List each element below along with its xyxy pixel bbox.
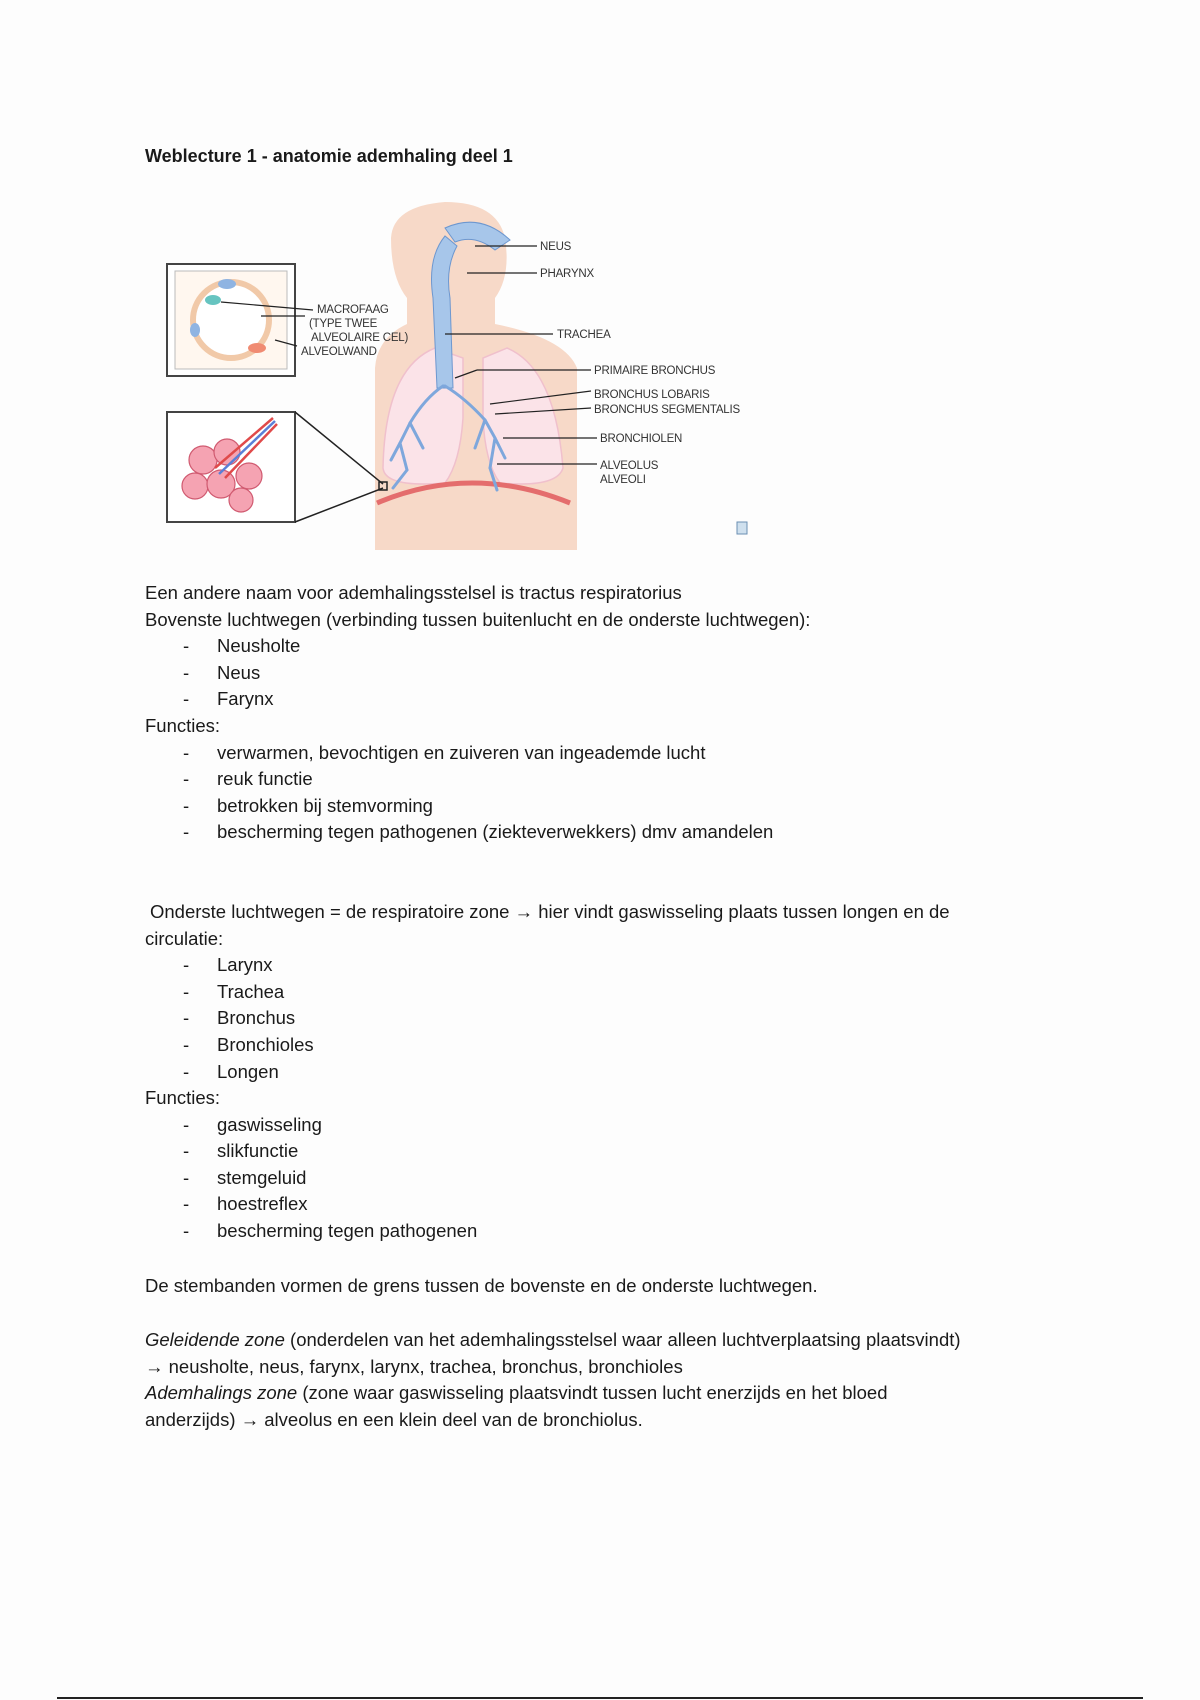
label-pharynx: PHARYNX: [540, 268, 594, 280]
label-bronchiolen: BRONCHIOLEN: [600, 433, 683, 445]
label-type-twee: (TYPE TWEE: [309, 318, 378, 330]
list-item: - reuk functie: [145, 766, 1045, 793]
list-item: - betrokken bij stemvorming: [145, 793, 1045, 820]
upper-functions-list: [145, 740, 1045, 846]
boundary-sentence: De stembanden vormen de grens tussen de bovenste en de onderste luchtwegen.: [145, 1274, 818, 1296]
list-item: - bescherming tegen pathogenen (ziekteverwekkers) dmv amandelen: [145, 819, 1045, 846]
document-body: [145, 580, 1045, 1434]
conducting-zone-list: → neusholte, neus, farynx, larynx, trachea, bronchus, bronchioles: [145, 1355, 683, 1377]
respiratory-zone-definition: [145, 1380, 1045, 1407]
label-alveolaire-cel: ALVEOLAIRE CEL): [311, 332, 409, 344]
page-bottom-rule: [57, 1697, 1143, 1699]
list-item: - Larynx: [145, 952, 1045, 979]
label-macrofaag: MACROFAAG: [317, 304, 389, 316]
image-corner-icon: [737, 522, 747, 534]
conducting-zone-term: Geleidende zone: [145, 1329, 285, 1351]
respiratory-zone-term: Ademhalings zone: [145, 1382, 298, 1404]
list-item: - slikfunctie: [145, 1138, 1045, 1165]
list-item: - Neus: [145, 660, 1045, 687]
respiratory-zone-line2: anderzijds) → alveolus en een klein deel van de bronchiolus.: [145, 1409, 643, 1431]
respiratory-zone-description: (zone waar gaswisseling plaatsvindt tussen lucht enerzijds en het bloed: [297, 1382, 888, 1404]
lower-functions-list: [145, 1112, 1045, 1245]
label-alveoli: ALVEOLI: [600, 474, 646, 486]
label-primaire-bronchus: PRIMAIRE BRONCHUS: [594, 365, 716, 377]
lower-functions-heading: Functies:: [145, 1087, 221, 1109]
respiratory-diagram: [145, 198, 765, 550]
list-item: - Bronchus: [145, 1005, 1045, 1032]
label-neus: NEUS: [540, 241, 572, 253]
label-alveolus: ALVEOLUS: [600, 460, 659, 472]
upper-airways-heading: Bovenste luchtwegen (verbinding tussen buitenlucht en de onderste luchtwegen):: [145, 608, 811, 630]
respiratory-anatomy-figure: [145, 198, 765, 550]
list-item: - Bronchioles: [145, 1032, 1045, 1059]
lower-airways-list: [145, 952, 1045, 1085]
label-bronchus-segmentalis: BRONCHUS SEGMENTALIS: [594, 404, 740, 416]
list-item: - Farynx: [145, 686, 1045, 713]
lower-airways-heading-line1: Onderste luchtwegen = de respiratoire zone → hier vindt gaswisseling plaats tussen longen en de: [150, 900, 950, 922]
upper-airways-list: [145, 633, 1045, 713]
page-title: Weblecture 1 - anatomie ademhaling deel 1: [145, 146, 513, 166]
label-alveolwand: ALVEOLWAND: [301, 346, 377, 358]
conducting-zone-definition: [145, 1327, 1045, 1354]
list-item: - stemgeluid: [145, 1165, 1045, 1192]
upper-functions-heading: Functies:: [145, 714, 221, 736]
list-item: - Longen: [145, 1059, 1045, 1086]
lower-airways-heading-line2: circulatie:: [145, 927, 224, 949]
intro-line: Een andere naam voor ademhalingsstelsel is tractus respiratorius: [145, 582, 682, 603]
list-item: - gaswisseling: [145, 1112, 1045, 1139]
label-trachea: TRACHEA: [557, 329, 611, 341]
list-item: - hoestreflex: [145, 1191, 1045, 1218]
list-item: - verwarmen, bevochtigen en zuiveren van ingeademde lucht: [145, 740, 1045, 767]
list-item: - Neusholte: [145, 633, 1045, 660]
list-item: - Trachea: [145, 979, 1045, 1006]
list-item: - bescherming tegen pathogenen: [145, 1218, 1045, 1245]
label-bronchus-lobaris: BRONCHUS LOBARIS: [594, 389, 710, 401]
conducting-zone-description: (onderdelen van het ademhalingsstelsel waar alleen luchtverplaatsing plaatsvindt): [284, 1329, 961, 1351]
